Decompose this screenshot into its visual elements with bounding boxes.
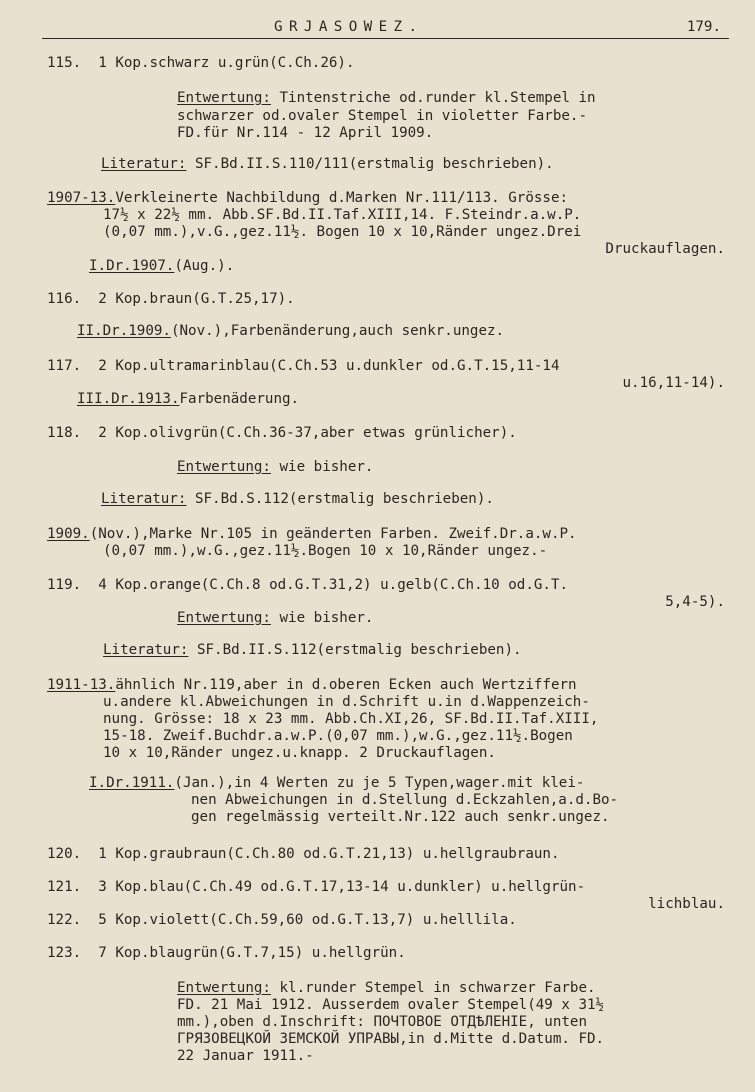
page-number: 179. <box>686 19 721 35</box>
text-line: 17½ x 22½ mm. Abb.SF.Bd.II.Taf.XIII,14. F.Steindr.a.w.P. <box>103 207 582 223</box>
issue-1911-13: 1911-13.ähnlich Nr.119,aber in d.oberen Ecken auch Wertziffern <box>47 677 577 693</box>
entwertung-line: Entwertung: kl.runder Stempel in schwarzer Farbe. <box>177 980 596 996</box>
text-line: lichblau. <box>648 896 725 912</box>
text-line: 5,4-5). <box>665 594 725 610</box>
text-line: FD. 21 Mai 1912. Ausserdem ovaler Stempel(49 x 31½ <box>177 997 605 1013</box>
entry-120: 120. 1 Kop.graubraun(C.Ch.80 od.G.T.21,13) u.hellgraubraun. <box>47 846 560 862</box>
entry-115: 115. 1 Kop.schwarz u.grün(C.Ch.26). <box>47 55 355 71</box>
entry-118: 118. 2 Kop.olivgrün(C.Ch.36-37,aber etwas grünlicher). <box>47 425 517 441</box>
entwertung-label: Entwertung: <box>177 90 271 106</box>
entwertung-label: Entwertung: <box>177 610 271 626</box>
entry-123: 123. 7 Kop.blaugrün(G.T.7,15) u.hellgrün. <box>47 945 406 961</box>
druck-line: II.Dr.1909.(Nov.),Farbenänderung,auch senkr.ungez. <box>77 323 505 339</box>
issue-1907-13: 1907-13.Verkleinerte Nachbildung d.Marken Nr.111/113. Grösse: <box>47 190 569 206</box>
issue-label: 1907-13. <box>47 190 116 206</box>
entwertung-label: Entwertung: <box>177 459 271 475</box>
druck-line: III.Dr.1913.Farbenäderung. <box>77 391 300 407</box>
entry-119: 119. 4 Kop.orange(C.Ch.8 od.G.T.31,2) u.gelb(C.Ch.10 od.G.T. <box>47 577 569 593</box>
text-line: 22 Januar 1911.- <box>177 1048 314 1064</box>
druck-line: I.Dr.1911.(Jan.),in 4 Werten zu je 5 Typen,wager.mit klei- <box>89 775 585 791</box>
text-line: 10 x 10,Ränder ungez.u.knapp. 2 Druckauflagen. <box>103 745 496 761</box>
text-line: (0,07 mm.),v.G.,gez.11½. Bogen 10 x 10,Ränder ungez.Drei <box>103 224 582 240</box>
druck-line: I.Dr.1907.(Aug.). <box>89 258 235 274</box>
text-line: ГРЯЗОВЕЦКОЙ ЗЕМСКОЙ УПРАВЫ,in d.Mitte d.Datum. FD. <box>177 1031 605 1047</box>
literatur-label: Literatur: <box>103 642 189 658</box>
text-line: FD.für Nr.114 - 12 April 1909. <box>177 125 434 141</box>
entwertung-line: Entwertung: Tintenstriche od.runder kl.Stempel in <box>177 90 596 106</box>
issue-label: 1911-13. <box>47 677 116 693</box>
entwertung-label: Entwertung: <box>177 980 271 996</box>
entry-121: 121. 3 Kop.blau(C.Ch.49 od.G.T.17,13-14 u.dunkler) u.hellgrün- <box>47 879 586 895</box>
issue-label: 1909. <box>47 526 90 542</box>
text-line: schwarzer od.ovaler Stempel in violetter Farbe.- <box>177 108 587 124</box>
entry-117: 117. 2 Kop.ultramarinblau(C.Ch.53 u.dunkler od.G.T.15,11-14 <box>47 358 560 374</box>
druck-label: II.Dr.1909. <box>77 323 171 339</box>
entwertung-line: Entwertung: wie bisher. <box>177 610 374 626</box>
entry-122: 122. 5 Kop.violett(C.Ch.59,60 od.G.T.13,7) u.helllila. <box>47 912 517 928</box>
literatur-label: Literatur: <box>101 491 187 507</box>
druck-label: I.Dr.1907. <box>89 258 175 274</box>
text-line: u.andere kl.Abweichungen in d.Schrift u.in d.Wappenzeich- <box>103 694 590 710</box>
entry-116: 116. 2 Kop.braun(G.T.25,17). <box>47 291 295 307</box>
druck-label: I.Dr.1911. <box>89 775 175 791</box>
text-line: u.16,11-14). <box>622 375 725 391</box>
text-line: mm.),oben d.Inschrift: ПОЧТОВОЕ ОТДѢЛЕНIЕ, unten <box>177 1014 587 1030</box>
text-line: Druckauflagen. <box>605 241 725 257</box>
page-header <box>42 18 729 39</box>
druck-label: III.Dr.1913. <box>77 391 180 407</box>
text-line: nung. Grösse: 18 x 23 mm. Abb.Ch.XI,26, SF.Bd.II.Taf.XIII, <box>103 711 599 727</box>
literatur-line: Literatur: SF.Bd.S.112(erstmalig beschrieben). <box>101 491 494 507</box>
text-line: 15-18. Zweif.Buchdr.a.w.P.(0,07 mm.),w.G.,gez.11½.Bogen <box>103 728 573 744</box>
text-line: (0,07 mm.),w.G.,gez.11½.Bogen 10 x 10,Ränder ungez.- <box>103 543 548 559</box>
literatur-line: Literatur: SF.Bd.II.S.112(erstmalig beschrieben). <box>103 642 522 658</box>
text-line: gen regelmässig verteilt.Nr.122 auch senkr.ungez. <box>191 809 610 825</box>
literatur-label: Literatur: <box>101 156 187 172</box>
entwertung-line: Entwertung: wie bisher. <box>177 459 374 475</box>
text-line: nen Abweichungen in d.Stellung d.Eckzahlen,a.d.Bo- <box>191 792 619 808</box>
issue-1909: 1909.(Nov.),Marke Nr.105 in geänderten Farben. Zweif.Dr.a.w.P. <box>47 526 577 542</box>
literatur-line: Literatur: SF.Bd.II.S.110/111(erstmalig beschrieben). <box>101 156 554 172</box>
page-title: GRJASOWEZ. <box>274 19 424 35</box>
